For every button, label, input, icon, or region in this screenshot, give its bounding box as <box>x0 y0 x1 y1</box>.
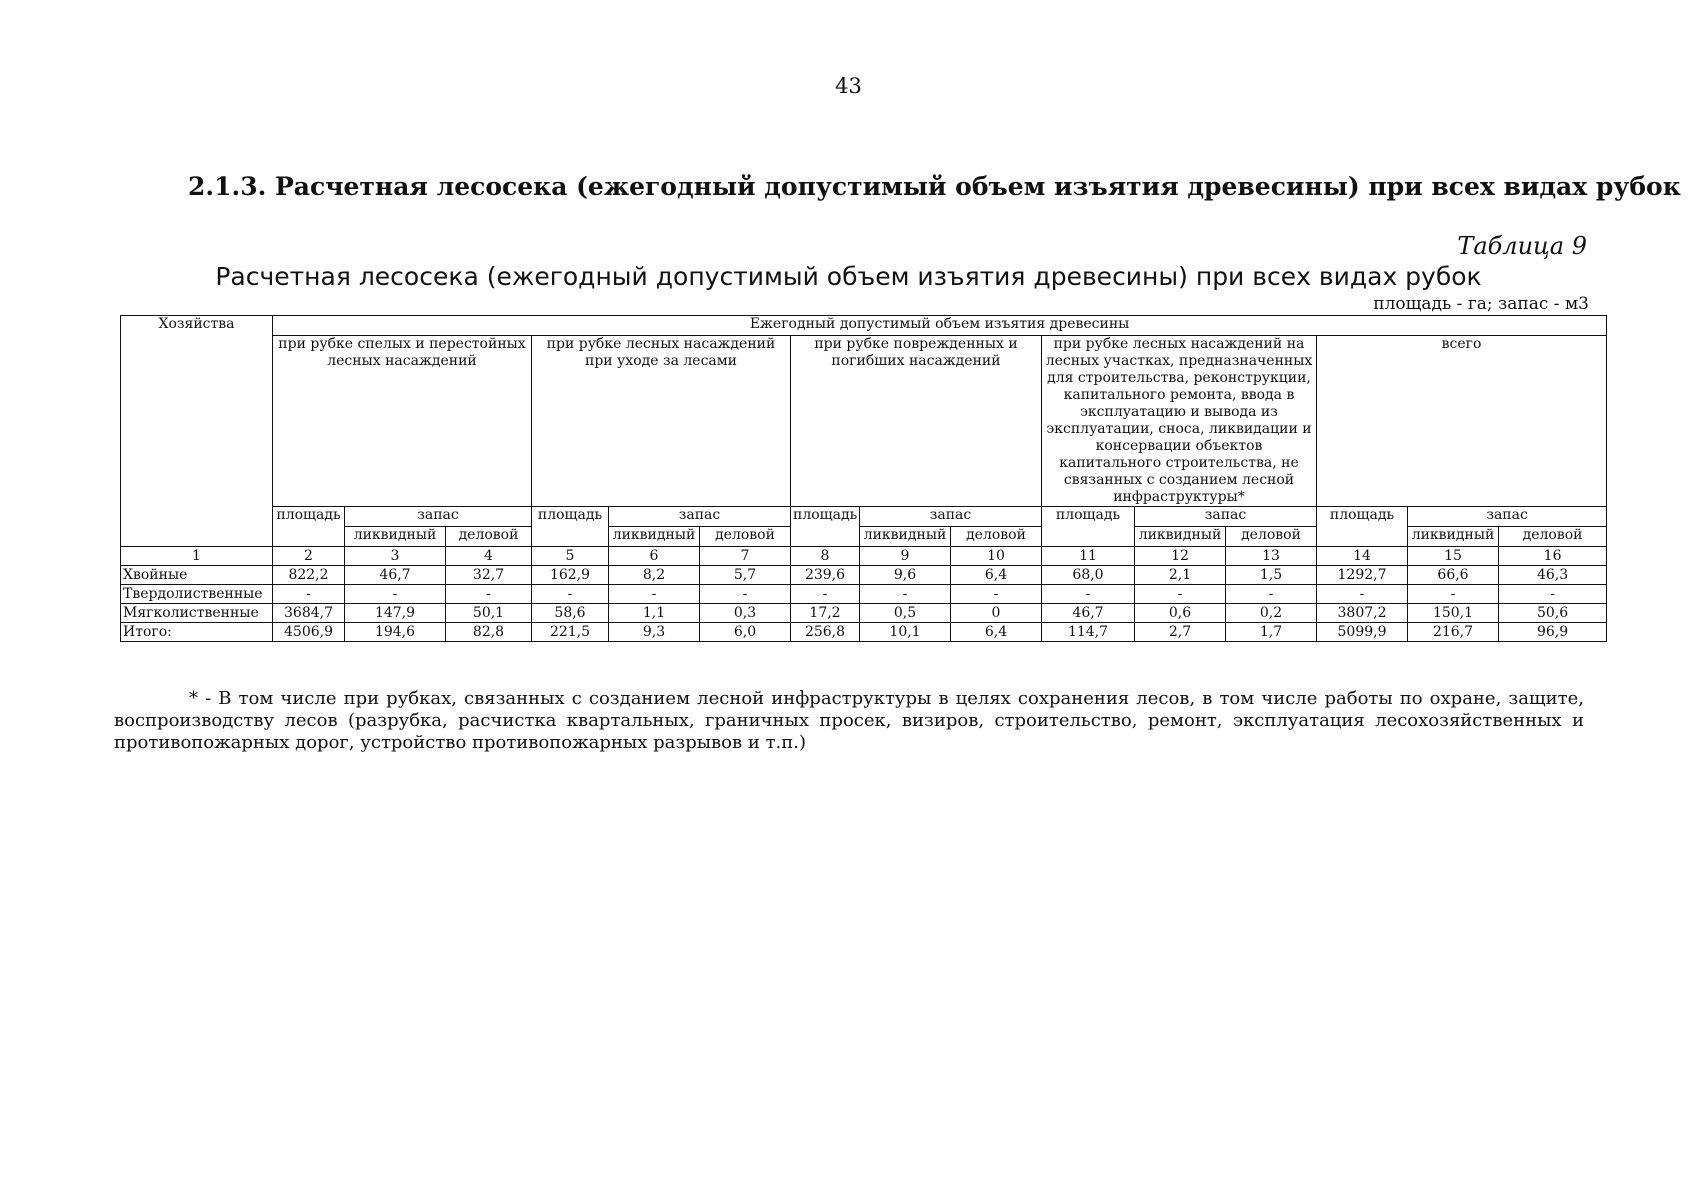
header-group-total: всего <box>1317 336 1607 507</box>
header-liquid: ликвидный <box>860 527 951 547</box>
table-cell: 6,4 <box>951 623 1042 642</box>
header-commercial: деловой <box>1499 527 1607 547</box>
table-cell: 5099,9 <box>1317 623 1408 642</box>
table-cell: 9,3 <box>609 623 700 642</box>
table-row-hardwood <box>121 585 1607 604</box>
column-number: 10 <box>951 547 1042 566</box>
header-group-damaged: при рубке поврежденных и погибших насаждений <box>791 336 1042 507</box>
table-cell: 32,7 <box>446 566 532 585</box>
table-cell: 216,7 <box>1408 623 1499 642</box>
table-cell: 256,8 <box>791 623 860 642</box>
header-group-thinning: при рубке лесных насаждений при уходе за лесами <box>532 336 791 507</box>
units-note: площадь - га; запас - м3 <box>1373 294 1589 314</box>
table-cell: 2,7 <box>1135 623 1226 642</box>
header-area: площадь <box>532 507 609 547</box>
header-liquid: ликвидный <box>345 527 446 547</box>
table-cell: 82,8 <box>446 623 532 642</box>
header-row-1 <box>121 316 1607 336</box>
table-cell: 0,2 <box>1226 604 1317 623</box>
header-group-construction: при рубке лесных насаждений на лесных участках, предназначенных для строительства, реконструкции, капитального ремонта, ввода в эксплуатацию и вывода из эксплуатации, сноса, ликвидации и консервации объектов капитального строительства, не связанных с созданием лесной инфраструктуры* <box>1042 336 1317 507</box>
table-cell: 1,7 <box>1226 623 1317 642</box>
header-commercial: деловой <box>1226 527 1317 547</box>
table-cell: 50,6 <box>1499 604 1607 623</box>
row-label: Итого: <box>121 623 273 642</box>
table-row-coniferous <box>121 566 1607 585</box>
table-cell: 2,1 <box>1135 566 1226 585</box>
table-cell: 0,6 <box>1135 604 1226 623</box>
table-cell: 8,2 <box>609 566 700 585</box>
table-cell: 46,7 <box>1042 604 1135 623</box>
header-area: площадь <box>273 507 345 547</box>
column-number: 1 <box>121 547 273 566</box>
table-cell: 0,3 <box>700 604 791 623</box>
table-cell: 46,3 <box>1499 566 1607 585</box>
header-liquid: ликвидный <box>1408 527 1499 547</box>
section-heading: 2.1.3. Расчетная лесосека (ежегодный допустимый объем изъятия древесины) при всех видах рубок <box>188 172 1681 201</box>
table-cell: - <box>1317 585 1408 604</box>
table-cell: 96,9 <box>1499 623 1607 642</box>
table-cell: - <box>446 585 532 604</box>
table-cell: 68,0 <box>1042 566 1135 585</box>
table-cell: 50,1 <box>446 604 532 623</box>
column-number: 5 <box>532 547 609 566</box>
column-number: 2 <box>273 547 345 566</box>
row-label: Твердолиственные <box>121 585 273 604</box>
table-cell: - <box>1408 585 1499 604</box>
table-cell: 17,2 <box>791 604 860 623</box>
table-cell: 0,5 <box>860 604 951 623</box>
header-liquid: ликвидный <box>1135 527 1226 547</box>
table-cell: 239,6 <box>791 566 860 585</box>
table-cell: 10,1 <box>860 623 951 642</box>
table-cell: 3684,7 <box>273 604 345 623</box>
column-number: 7 <box>700 547 791 566</box>
table-cell: 147,9 <box>345 604 446 623</box>
table-cell: 66,6 <box>1408 566 1499 585</box>
column-number: 12 <box>1135 547 1226 566</box>
column-number: 13 <box>1226 547 1317 566</box>
table-cell: - <box>532 585 609 604</box>
column-number: 16 <box>1499 547 1607 566</box>
table-cell: - <box>345 585 446 604</box>
column-number: 3 <box>345 547 446 566</box>
header-annual-volume: Ежегодный допустимый объем изъятия древесины <box>273 316 1607 336</box>
column-number: 4 <box>446 547 532 566</box>
header-stock: запас <box>345 507 532 527</box>
table-cell: 6,0 <box>700 623 791 642</box>
table-cell: 1,5 <box>1226 566 1317 585</box>
header-commercial: деловой <box>700 527 791 547</box>
table-cell: - <box>951 585 1042 604</box>
table-cell: - <box>791 585 860 604</box>
table-cell: 114,7 <box>1042 623 1135 642</box>
table-cell: - <box>1042 585 1135 604</box>
table-row-total <box>121 623 1607 642</box>
table-cell: 194,6 <box>345 623 446 642</box>
table-cell: 150,1 <box>1408 604 1499 623</box>
table-cell: - <box>273 585 345 604</box>
header-commercial: деловой <box>951 527 1042 547</box>
table-caption: Расчетная лесосека (ежегодный допустимый объем изъятия древесины) при всех видах рубок <box>215 262 1482 291</box>
column-number: 15 <box>1408 547 1499 566</box>
table-cell: 0 <box>951 604 1042 623</box>
header-stock: запас <box>860 507 1042 527</box>
header-stock: запас <box>1135 507 1317 527</box>
header-commercial: деловой <box>446 527 532 547</box>
felling-table <box>120 315 1607 642</box>
table-cell: 6,4 <box>951 566 1042 585</box>
header-stock: запас <box>1408 507 1607 527</box>
column-number: 11 <box>1042 547 1135 566</box>
table-cell: - <box>1499 585 1607 604</box>
table-cell: 5,7 <box>700 566 791 585</box>
row-label: Мягколиственные <box>121 604 273 623</box>
header-area: площадь <box>1317 507 1408 547</box>
table-cell: - <box>1135 585 1226 604</box>
header-row-3 <box>121 507 1607 527</box>
table-cell: 3807,2 <box>1317 604 1408 623</box>
table-cell: 58,6 <box>532 604 609 623</box>
table-cell: 162,9 <box>532 566 609 585</box>
column-number: 6 <box>609 547 700 566</box>
column-number: 9 <box>860 547 951 566</box>
header-area: площадь <box>1042 507 1135 547</box>
table-row-softwood <box>121 604 1607 623</box>
table-cell: 1292,7 <box>1317 566 1408 585</box>
column-number-row <box>121 547 1607 566</box>
header-farms: Хозяйства <box>121 316 273 547</box>
table-cell: 221,5 <box>532 623 609 642</box>
header-group-mature: при рубке спелых и перестойных лесных насаждений <box>273 336 532 507</box>
header-stock: запас <box>609 507 791 527</box>
table-cell: 822,2 <box>273 566 345 585</box>
page-number: 43 <box>835 74 862 98</box>
table-cell: - <box>860 585 951 604</box>
table-cell: 9,6 <box>860 566 951 585</box>
table-cell: - <box>1226 585 1317 604</box>
row-label: Хвойные <box>121 566 273 585</box>
column-number: 14 <box>1317 547 1408 566</box>
header-area: площадь <box>791 507 860 547</box>
column-number: 8 <box>791 547 860 566</box>
table-cell: 1,1 <box>609 604 700 623</box>
header-row-2 <box>121 336 1607 507</box>
footnote: * - В том числе при рубках, связанных с созданием лесной инфраструктуры в целях сохранения лесов, в том числе работы по охране, защите, воспроизводству лесов (разрубка, расчистка квартальных, граничных просек, визиров, строительство, ремонт, эксплуатация лесохозяйственных и противопожарных дорог, устройство противопожарных разрывов и т.п.) <box>114 688 1584 753</box>
table-cell: - <box>609 585 700 604</box>
header-liquid: ликвидный <box>609 527 700 547</box>
table-label: Таблица 9 <box>1457 232 1587 260</box>
table-cell: 46,7 <box>345 566 446 585</box>
table-cell: - <box>700 585 791 604</box>
table-cell: 4506,9 <box>273 623 345 642</box>
